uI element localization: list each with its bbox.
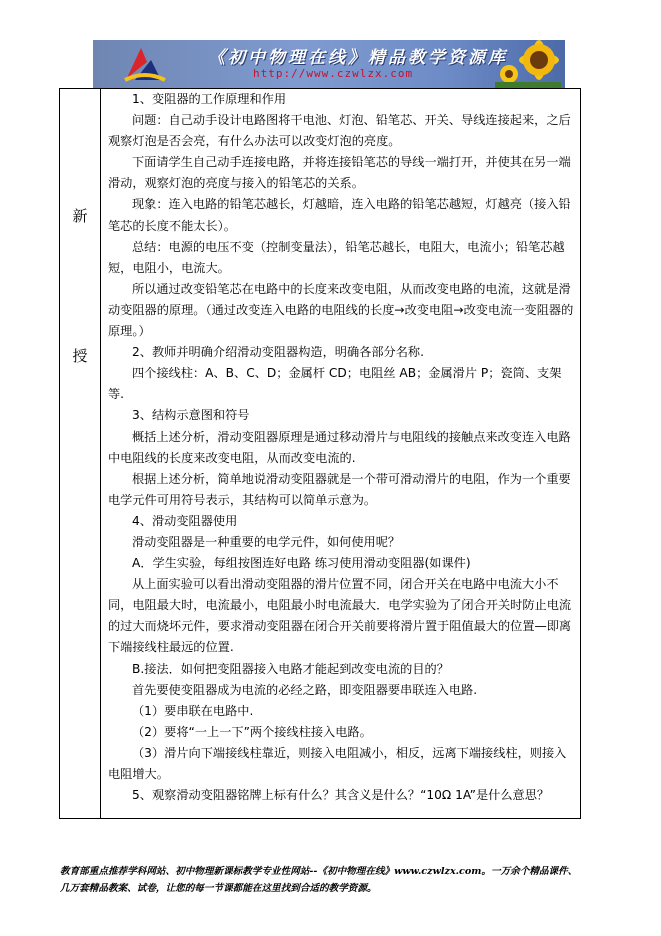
paragraph: 概括上述分析，滑动变阻器原理是通过移动滑片与电阻线的接触点来改变连入电路中电阻线的长度来改变电阻，从而改变电流的.	[108, 429, 571, 465]
header-banner	[93, 40, 565, 88]
footer-line: 几万套精品教案、试卷，让您的每一节课都能在这里找到合适的教学资源。	[60, 883, 377, 894]
paragraph: 2、教师并明确介绍滑动变阻器构造，明确各部分名称.	[132, 345, 424, 360]
logo-icon	[121, 44, 167, 84]
paragraph: （3）滑片向下端接线柱靠近，则接入电阻减小，相反，远离下端接线柱，则接入电阻增大。	[108, 745, 567, 781]
paragraph: 总结：电源的电压不变（控制变量法），铅笔芯越长，电阻大，电流小；铅笔芯越短，电阻小，电流大。	[108, 239, 565, 275]
banner-url[interactable]: http://www.czwlzx.com	[253, 67, 414, 80]
paragraph: B.接法．如何把变阻器接入电路才能起到改变电流的目的？	[132, 661, 449, 676]
paragraph: 下面请学生自己动手连接电路，并将连接铅笔芯的导线一端打开，并使其在另一端滑动，观察灯泡的亮度与接入的铅笔芯的关系。	[108, 155, 571, 191]
paragraph: 根据上述分析，简单地说滑动变阻器就是一个带可滑动滑片的电阻，作为一个重要电学元件可用符号表示，其结构可以简单示意为。	[108, 471, 571, 507]
lesson-table	[59, 88, 581, 819]
footer-line: 教育部重点推荐学科网站、初中物理新课标教学专业性网站--《初中物理在线》www.czwlzx.com。一万余个精品课件、	[60, 866, 578, 877]
paragraph: 首先要使变阻器成为电流的必经之路，即变阻器要串联连入电路.	[132, 682, 478, 697]
paragraph: 所以通过改变铅笔芯在电路中的长度来改变电阻，从而改变电路的电流，这就是滑动变阻器的原理。（通过改变连入电路的电阻线的长度→改变电阻→改变电流一变阻器的原理。）	[108, 281, 574, 339]
paragraph: 现象：连入电路的铅笔芯越长，灯越暗，连入电路的铅笔芯越短，灯越亮（接入铅笔芯的长度不能太长）。	[108, 197, 571, 233]
section-label-column	[60, 89, 101, 818]
banner-title: 《初中物理在线》精品教学资源库	[208, 48, 508, 68]
paragraph: A．学生实验，每组按图连好电路 练习使用滑动变阻器(如课件)	[132, 556, 471, 571]
sunflower-icon	[495, 40, 561, 88]
paragraph: 1、变阻器的工作原理和作用	[132, 92, 287, 106]
paragraph: 滑动变阻器是一种重要的电学元件，如何使用呢？	[132, 534, 401, 549]
paragraph: 问题：自己动手设计电路图将干电池、灯泡、铅笔芯、开关、导线连接起来，之后观察灯泡是否会亮，有什么办法可以改变灯泡的亮度。	[108, 113, 571, 149]
paragraph: 四个接线柱：A、B、C、D；金属杆 CD；电阻丝 AB；金属滑片 P；瓷筒、支架等.	[108, 366, 562, 402]
paragraph: 4、滑动变阻器使用	[132, 513, 238, 528]
section-label-char: 新	[72, 207, 88, 225]
section-label-char: 授	[72, 347, 88, 365]
paragraph: 从上面实验可以看出滑动变阻器的滑片位置不同，闭合开关在电路中电流大小不同，电阻最大时，电流最小，电阻最小时电流最大．电学实验为了闭合开关时防止电流的过大而烧坏元件，要求滑动变阻器在闭合开关前要将滑片置于阻值最大的位置—即离下端接线柱最远的位置.	[108, 577, 572, 655]
paragraph: （2）要将“一上一下”两个接线柱接入电路。	[132, 724, 372, 739]
lesson-content	[108, 89, 574, 806]
page-footer	[60, 863, 600, 897]
paragraph: 3、结构示意图和符号	[132, 408, 250, 423]
paragraph: 5、观察滑动变阻器铭牌上标有什么？其含义是什么？“10Ω 1A”是什么意思？	[132, 788, 550, 803]
paragraph: （1）要串联在电路中.	[132, 703, 254, 718]
